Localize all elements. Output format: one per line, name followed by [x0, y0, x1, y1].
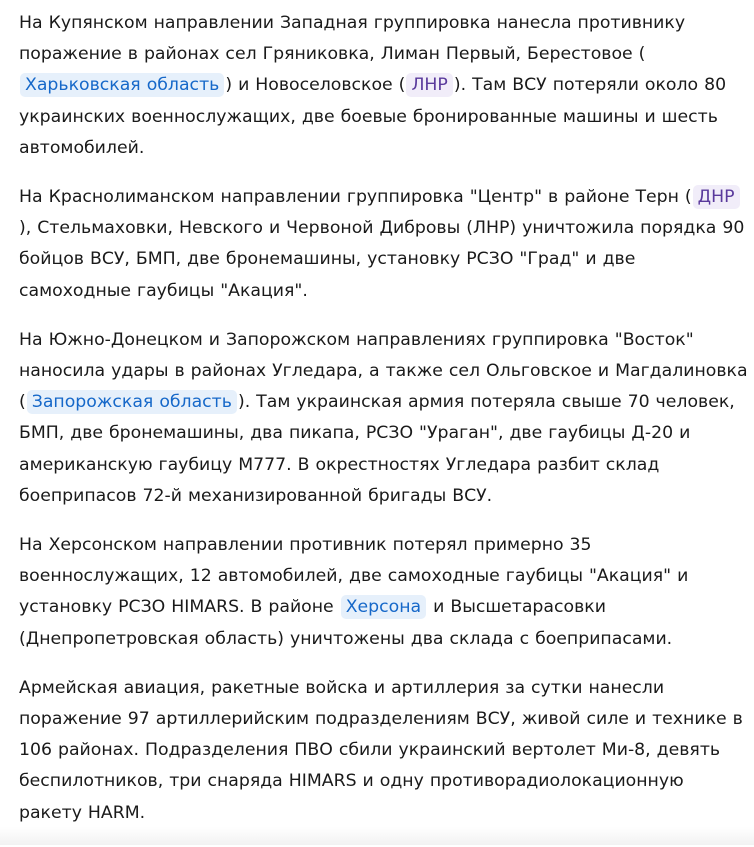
- paragraph-text: На Купянском направлении Западная группировка нанесла противнику поражение в районах сел Гряниковка, Лиман Первый, Берестовое (: [19, 13, 686, 65]
- tag-dnr[interactable]: ДНР: [693, 185, 740, 209]
- tag-zaporozhye-region[interactable]: Запорожская область: [27, 390, 237, 414]
- tag-kharkov-region[interactable]: Харьковская область: [20, 73, 224, 97]
- bottom-fade: [0, 827, 754, 845]
- paragraph-kupyansk: [19, 8, 749, 164]
- tag-kherson[interactable]: Херсона: [341, 595, 426, 619]
- paragraph-text: Армейская авиация, ракетные войска и артиллерия за сутки нанесли поражение 97 артиллерийским подразделениям ВСУ, живой силе и технике в 106 районах. Подразделения ПВО сбили украинский вертолет Ми-8, девять беспилотников, три снаряда HIMARS и одну противорадиолокационную ракету HARM.: [19, 677, 743, 823]
- paragraph-text: На Краснолиманском направлении группировка "Центр" в районе Терн (: [19, 187, 692, 208]
- paragraph-text: ). Там украинская армия потеряла свыше 70 человек, БМП, две бронемашины, два пикапа, РСЗО "Ураган", две гаубицы Д-20 и американскую гаубицу М777. В окрестностях Угледара разбит склад боеприпасов 72-й механизированной бригады ВСУ.: [19, 392, 735, 506]
- paragraph-text: На Южно-Донецком и Запорожском направлениях группировка "Восток" наносила удары в районах Угледара, а также сел Ольговское и Магдалиновка (: [19, 329, 748, 413]
- paragraph-krasny-liman: [19, 182, 749, 307]
- paragraph-text: и Высшетарасовки (Днепропетровская область) уничтожены два склада с боеприпасами.: [19, 597, 673, 649]
- paragraph-aviation: [19, 673, 749, 829]
- paragraph-text: ). Там ВСУ потеряли около 80 украинских военнослужащих, две боевые бронированные машины и шесть автомобилей.: [19, 75, 727, 158]
- paragraph-text: На Херсонском направлении противник потерял примерно 35 военнослужащих, 12 автомобилей, две самоходные гаубицы "Акация" и установку РСЗО HIMARS. В районе: [19, 535, 689, 618]
- tag-lnr[interactable]: ЛНР: [406, 73, 452, 97]
- paragraph-text: ) и Новоселовское (: [225, 75, 406, 96]
- article-body: [19, 8, 749, 847]
- paragraph-kherson: [19, 530, 749, 655]
- paragraph-south-donetsk: [19, 325, 749, 512]
- paragraph-text: ), Стельмаховки, Невского и Червоной Дибровы (ЛНР) уничтожила порядка 90 бойцов ВСУ, БМП, две бронемашины, установку РСЗО "Град" и две самоходные гаубицы "Акация".: [19, 218, 745, 301]
